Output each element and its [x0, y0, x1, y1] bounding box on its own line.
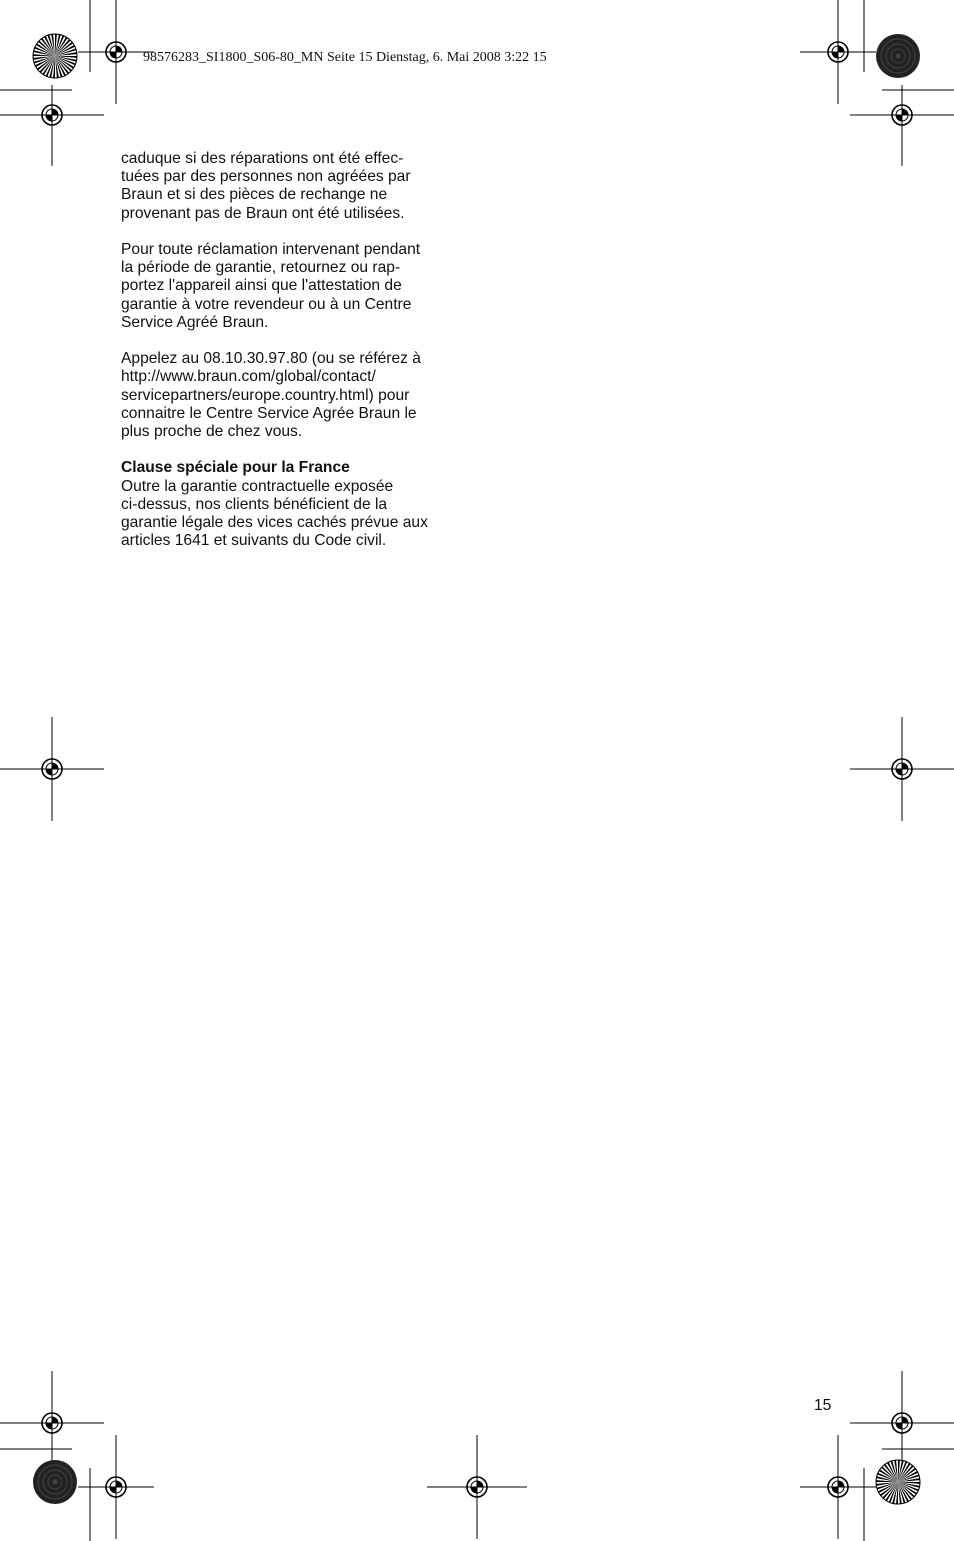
text-line: Service Agréé Braun. — [121, 313, 269, 331]
text-line: garantie à votre revendeur ou à un Centre — [121, 295, 412, 313]
text-line: connaitre le Centre Service Agrée Braun le — [121, 404, 417, 422]
text-line: Outre la garantie contractuelle exposée — [121, 477, 394, 495]
registration-mark-icon — [800, 1435, 876, 1539]
registration-mark-icon — [800, 0, 876, 104]
text-line: Braun et si des pièces de rechange ne — [121, 186, 388, 204]
solid-target-icon — [876, 34, 920, 78]
slug-line: 98576283_SI1800_S06-80_MN Seite 15 Dienstag, 6. Mai 2008 3:22 15 — [143, 50, 547, 65]
text-line: caduque si des réparations ont été effec- — [121, 150, 404, 167]
starburst-target-icon — [33, 34, 77, 78]
text-line: Appelez au 08.10.30.97.80 (ou se référez à — [121, 350, 421, 368]
registration-mark-icon — [78, 1435, 154, 1539]
text-line: Pour toute réclamation intervenant pendant — [121, 241, 421, 258]
page-number: 15 — [814, 1397, 832, 1414]
text-line: plus proche de chez vous. — [121, 423, 303, 441]
text-line: servicepartners/europe.country.html) pour — [121, 386, 410, 404]
text-line: ci-dessus, nos clients bénéficient de la — [121, 495, 388, 513]
starburst-target-icon — [876, 1460, 920, 1504]
text-line: garantie légale des vices cachés prévue aux — [121, 514, 428, 532]
text-column — [121, 150, 466, 569]
text-line: http://www.braun.com/global/contact/ — [121, 368, 376, 386]
paragraph-1 — [121, 150, 466, 223]
paragraph-3 — [121, 350, 466, 441]
text-line: la période de garantie, retournez ou rap- — [121, 259, 401, 277]
text-line: tuées par des personnes non agréées par — [121, 168, 411, 186]
text-line: portez l'appareil ainsi que l'attestation de — [121, 277, 402, 295]
section-heading: Clause spéciale pour la France — [121, 459, 350, 477]
paragraph-2 — [121, 241, 466, 332]
solid-target-icon — [33, 1460, 77, 1504]
paragraph-4 — [121, 459, 466, 550]
text-line: articles 1641 et suivants du Code civil. — [121, 532, 387, 550]
text-line: provenant pas de Braun ont été utilisées. — [121, 204, 405, 222]
